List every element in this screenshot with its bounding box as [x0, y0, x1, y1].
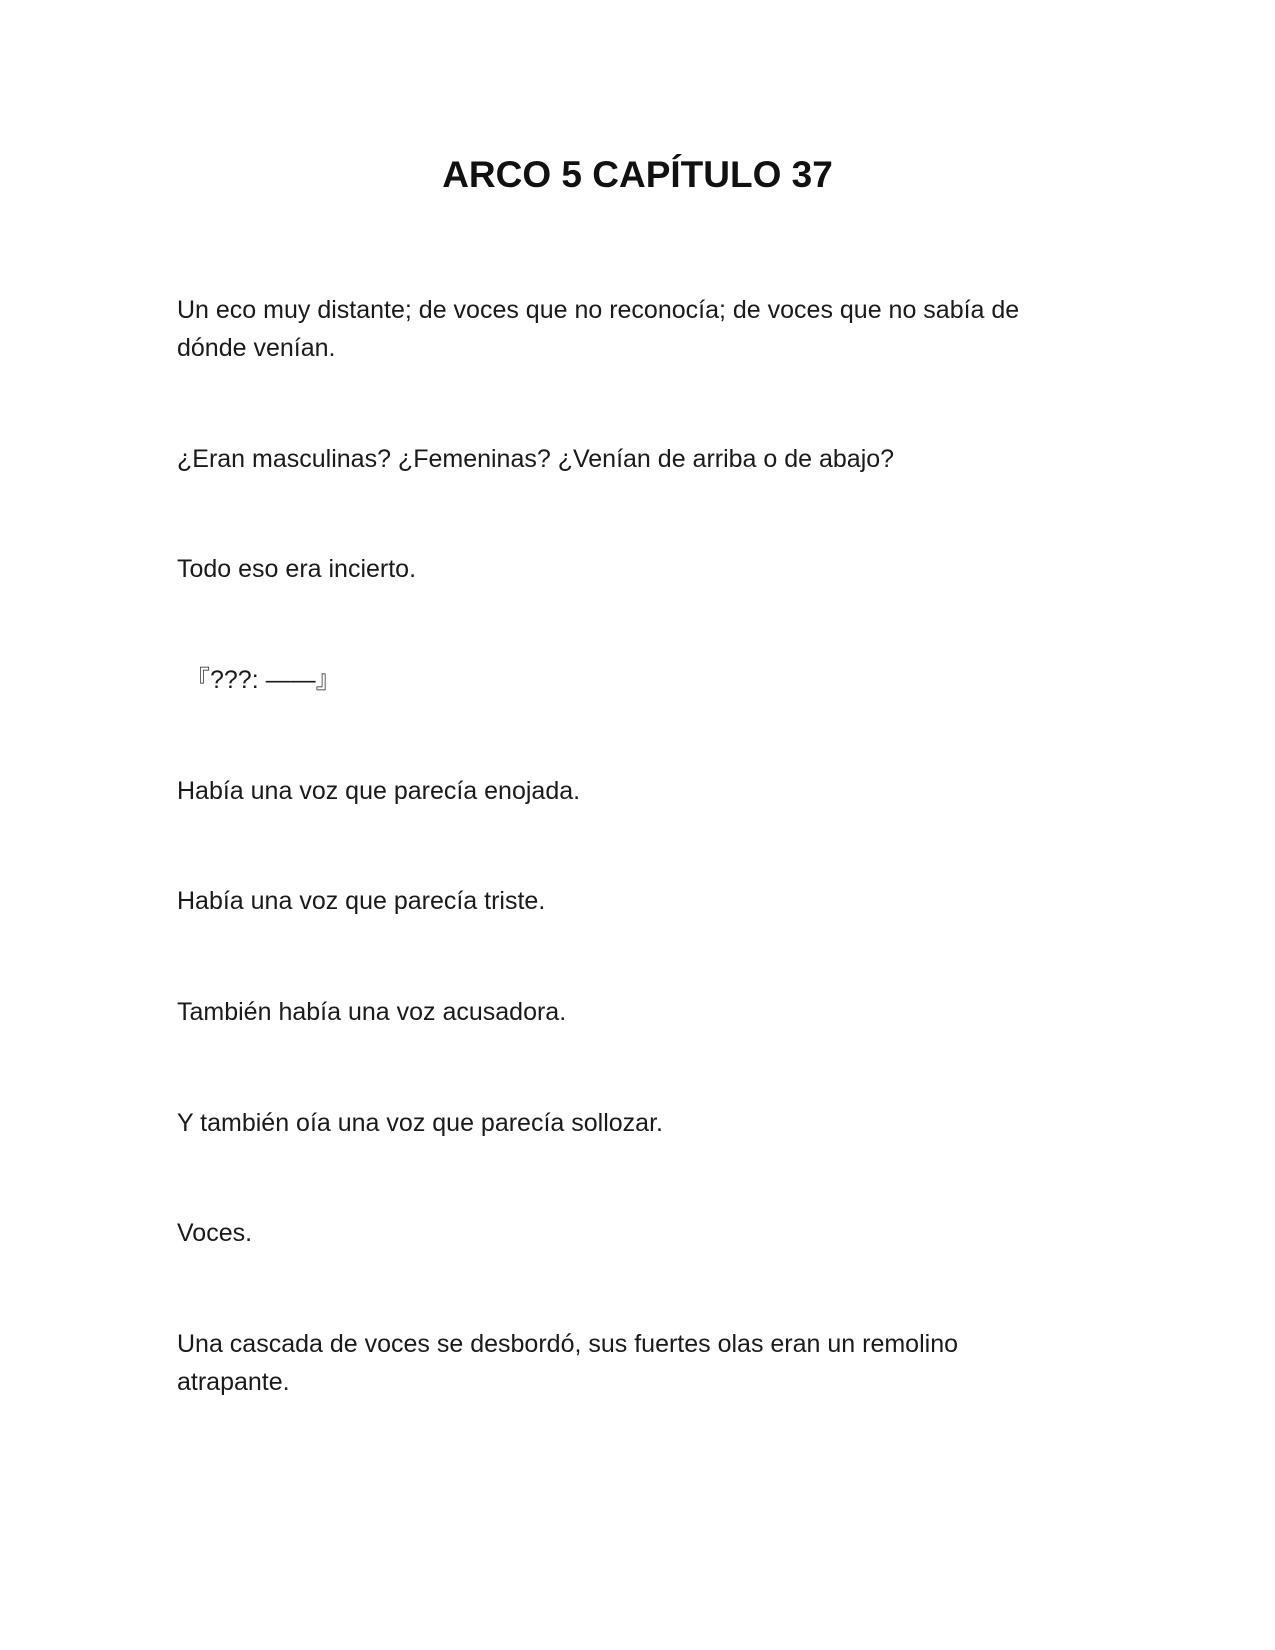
- paragraph-10: Una cascada de voces se desbordó, sus fuertes olas eran un remolino atrapante.: [177, 1330, 959, 1396]
- paragraph-2: ¿Eran masculinas? ¿Femeninas? ¿Venían de arriba o de abajo?: [177, 445, 895, 473]
- paragraph-3: Todo eso era incierto.: [177, 555, 417, 583]
- paragraph-5: Había una voz que parecía enojada.: [177, 777, 581, 805]
- paragraph-9: Voces.: [177, 1219, 253, 1247]
- paragraph-6: Había una voz que parecía triste.: [177, 887, 546, 915]
- paragraph-7: También había una voz acusadora.: [177, 998, 567, 1026]
- dialogue-line: 『???: ——』: [185, 666, 341, 694]
- chapter-title: ARCO 5 CAPÍTULO 37: [442, 154, 833, 195]
- paragraph-8: Y también oía una voz que parecía sollozar.: [177, 1109, 663, 1137]
- paragraph-1: Un eco muy distante; de voces que no reconocía; de voces que no sabía de dónde venían.: [177, 296, 1020, 362]
